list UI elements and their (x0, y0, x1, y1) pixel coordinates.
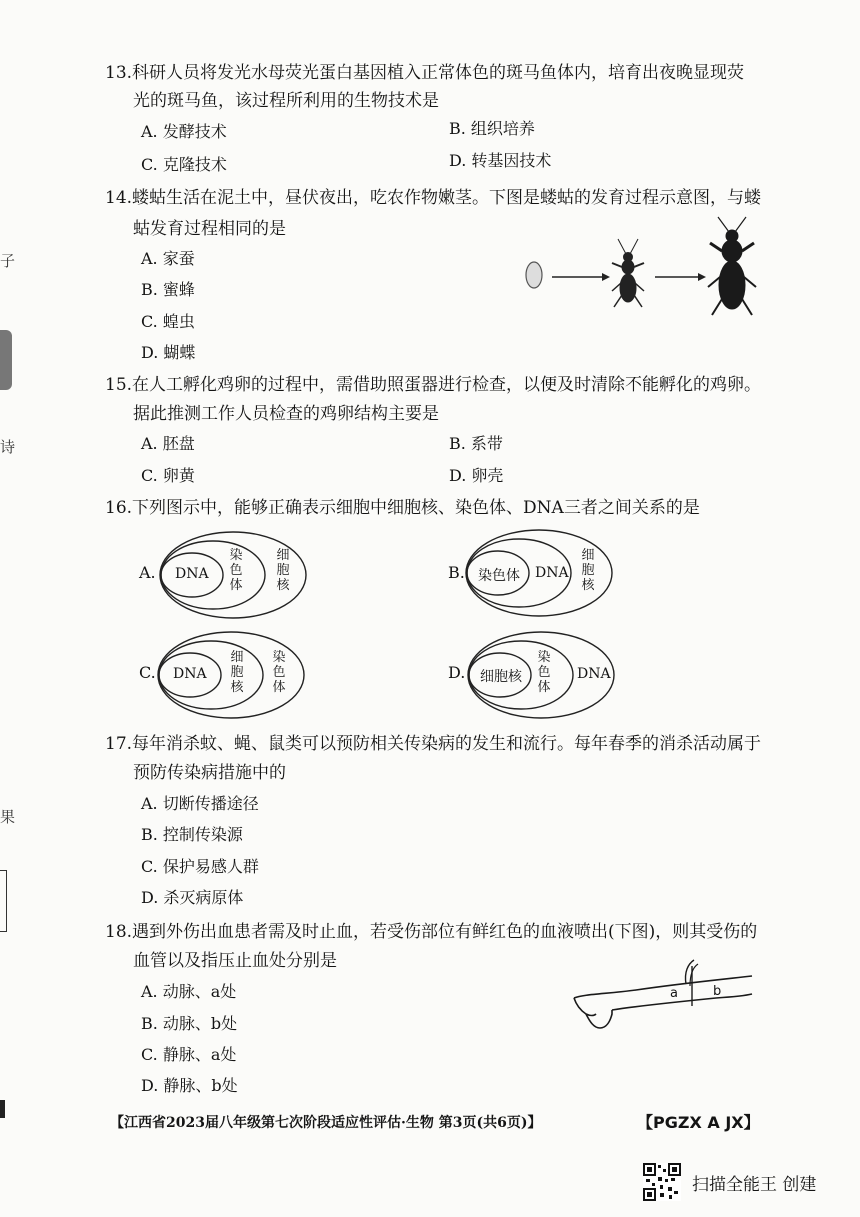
qr-code-icon (643, 1163, 681, 1201)
question-15-stem-line1: 15.在人工孵化鸡卵的过程中，需借助照蛋器进行检查，以便及时清除不能孵化的鸡卵。 (105, 375, 762, 395)
q14-option-a: A. 家蚕 (141, 249, 195, 268)
edge-mark: 果 (0, 808, 16, 826)
q18-option-c: C. 静脉、a处 (141, 1045, 237, 1064)
egg-icon (526, 262, 542, 288)
q16-option-d-letter: D. (448, 663, 466, 682)
edge-mark: 诗 (0, 438, 16, 456)
nymph-icon (612, 239, 644, 307)
scanner-watermark: 扫描全能王 创建 (692, 1175, 817, 1195)
arrow-head-icon (602, 273, 610, 281)
q17-option-d: D. 杀灭病原体 (141, 888, 244, 907)
page-footer-info: 【江西省2023届八年级第七次阶段适应性评估·生物 第3页(共6页)】 (110, 1115, 542, 1131)
question-18-stem-line1: 18.遇到外伤出血患者需及时止血，若受伤部位有鲜红色的血液喷出(下图)，则其受伤的 (105, 922, 758, 942)
q16-c-outer-label: 染色体 (272, 650, 286, 695)
edge-mark: 子 (0, 252, 16, 270)
arrow-head-icon (698, 273, 706, 281)
q17-option-a: A. 切断传播途径 (141, 794, 259, 813)
q18-option-d: D. 静脉、b处 (141, 1076, 238, 1095)
page-footer-code: 【PGZX A JX】 (637, 1113, 760, 1132)
question-14-stem-line1: 14.蝼蛄生活在泥土中，昼伏夜出，吃农作物嫩茎。下图是蝼蛄的发育过程示意图，与蝼 (105, 188, 762, 208)
question-18-stem-line2: 血管以及指压止血处分别是 (133, 951, 337, 971)
scan-artifact (0, 870, 7, 932)
question-17-stem-line2: 预防传染病措施中的 (133, 763, 286, 783)
q16-option-b-letter: B. (448, 563, 465, 582)
q13-option-b: B. 组织培养 (449, 119, 535, 138)
q15-option-d: D. 卵壳 (449, 466, 504, 485)
q16-b-outer-label: 细胞核 (581, 548, 595, 593)
q13-option-d: D. 转基因技术 (449, 151, 552, 170)
q16-a-middle-label: 染色体 (229, 548, 243, 593)
leg-bleeding-diagram (566, 958, 756, 1038)
q16-c-inner-label: DNA (173, 666, 207, 682)
q17-option-c: C. 保护易感人群 (141, 857, 259, 876)
q16-b-inner-label: 染色体 (478, 568, 520, 584)
q16-d-outer-label: DNA (577, 666, 611, 682)
adult-mole-cricket-icon (708, 217, 756, 315)
q16-c-middle-label: 细胞核 (230, 650, 244, 695)
q16-b-middle-label: DNA (535, 565, 569, 581)
question-13-stem-line2: 光的斑马鱼，该过程所利用的生物技术是 (133, 91, 439, 111)
q16-d-middle-label: 染色体 (537, 650, 551, 695)
question-17-stem-line1: 17.每年消杀蚊、蝇、鼠类可以预防相关传染病的发生和流行。每年春季的消杀活动属于 (105, 734, 762, 754)
q16-d-inner-label: 细胞核 (480, 669, 522, 685)
q16-a-inner-label: DNA (175, 566, 209, 582)
q16-a-outer-label: 细胞核 (276, 548, 290, 593)
leg-label-a: a (670, 986, 678, 1001)
q18-option-a: A. 动脉、a处 (141, 982, 237, 1001)
question-16-stem: 16.下列图示中，能够正确表示细胞中细胞核、染色体、DNA三者之间关系的是 (105, 498, 700, 518)
q14-option-d: D. 蝴蝶 (141, 343, 196, 362)
scan-artifact (0, 1100, 5, 1118)
q13-option-c: C. 克隆技术 (141, 155, 227, 174)
question-15-stem-line2: 据此推测工作人员检查的鸡卵结构主要是 (133, 404, 439, 424)
q16-option-a-letter: A. (139, 563, 156, 582)
q15-option-a: A. 胚盘 (141, 434, 195, 453)
q18-option-b: B. 动脉、b处 (141, 1014, 238, 1033)
leg-label-b: b (713, 984, 722, 999)
leg-outline-icon (574, 976, 752, 1028)
scan-artifact (0, 330, 12, 390)
q15-option-b: B. 系带 (449, 434, 503, 453)
q14-option-c: C. 蝗虫 (141, 312, 195, 331)
q13-option-a: A. 发酵技术 (141, 122, 227, 141)
q16-option-c-letter: C. (139, 663, 156, 682)
mole-cricket-development-diagram (520, 215, 760, 320)
question-13-stem-line1: 13.科研人员将发光水母荧光蛋白基因植入正常体色的斑马鱼体内，培育出夜晚显现荧 (105, 63, 745, 83)
q17-option-b: B. 控制传染源 (141, 825, 243, 844)
q14-option-b: B. 蜜蜂 (141, 280, 195, 299)
q15-option-c: C. 卵黄 (141, 466, 195, 485)
question-14-stem-line2: 蛄发育过程相同的是 (133, 219, 286, 239)
